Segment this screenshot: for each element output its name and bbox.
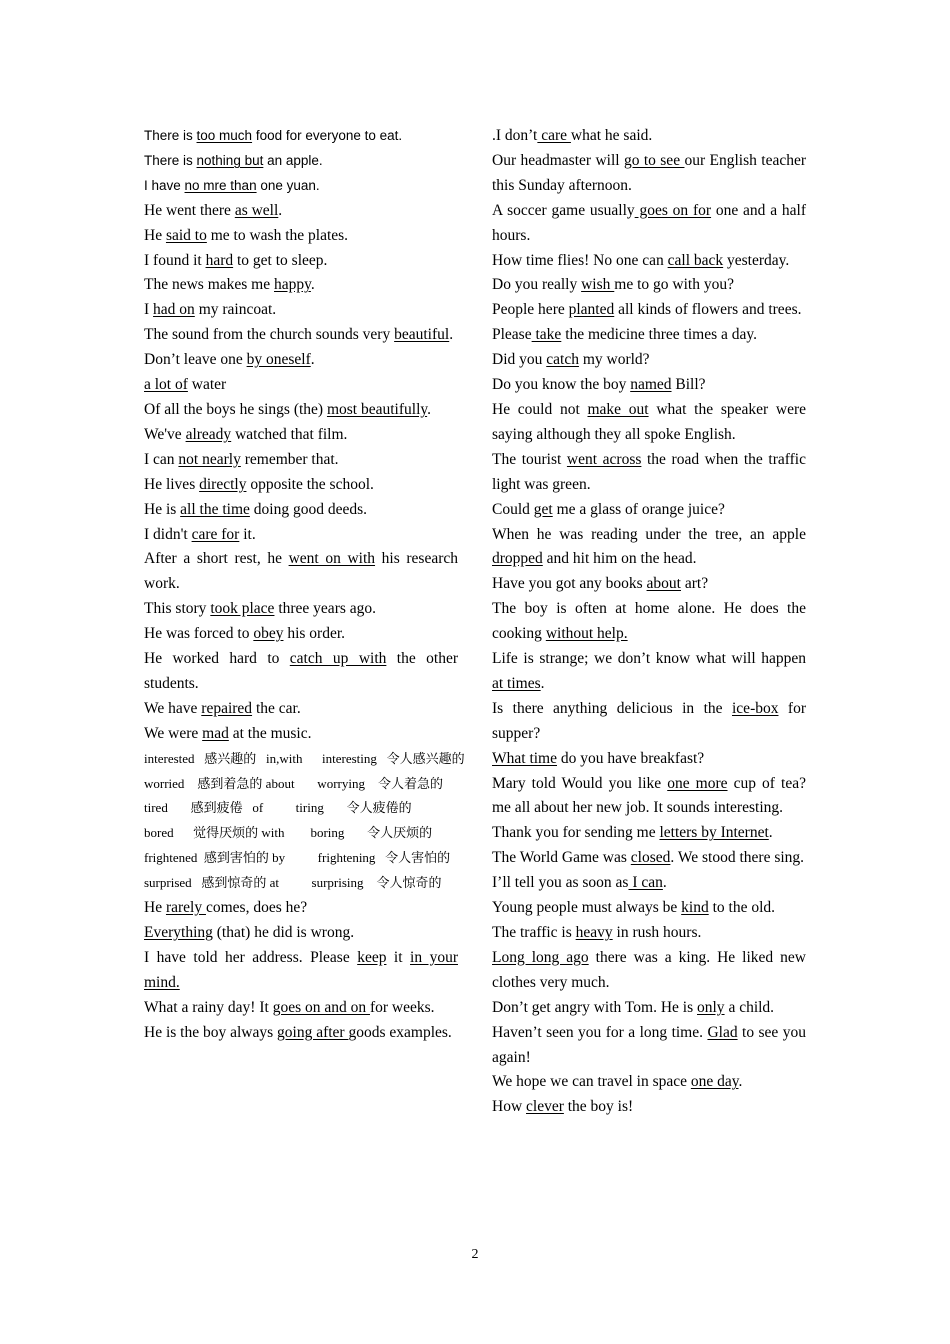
text-segment: Life is strange; we don’t know what will happen — [492, 650, 806, 668]
text-segment: to get to sleep. — [233, 251, 328, 269]
text-segment: People here — [492, 301, 569, 319]
sentence-line — [492, 946, 806, 996]
text-segment: He — [144, 226, 166, 244]
text-segment: bored 觉得厌烦的 with boring 令人厌烦的 — [144, 825, 433, 841]
underlined-phrase: catch — [546, 351, 579, 369]
text-segment: tired 感到疲倦 of tiring 令人疲倦的 — [144, 800, 412, 816]
text-segment: What a rainy day! It — [144, 998, 273, 1016]
text-segment: yesterday. — [723, 251, 790, 269]
text-segment: Please — [492, 326, 532, 344]
sentence-line — [144, 298, 458, 323]
text-segment: watched that film. — [231, 425, 348, 443]
sentence-line — [144, 348, 458, 373]
text-segment: his order. — [283, 625, 346, 643]
underlined-phrase: had on — [153, 301, 195, 319]
text-segment: our English teacher this Sunday afternoon. — [492, 151, 806, 194]
text-segment: and hit him on the head. — [542, 550, 697, 568]
sentence-line — [144, 323, 458, 348]
text-segment: He — [144, 899, 166, 917]
underlined-phrase: call back — [667, 251, 724, 269]
text-segment: . — [449, 326, 454, 344]
text-segment: cup of tea? me all about her new job. It sounds interesting. — [492, 774, 806, 817]
text-segment: my world? — [578, 351, 650, 369]
sentence-line — [492, 821, 806, 846]
underlined-phrase: care for — [191, 525, 240, 543]
sentence-line — [144, 149, 458, 174]
text-segment: the car. — [252, 699, 301, 717]
text-segment: Mary told Would you like — [492, 774, 668, 792]
underlined-phrase: wish — [581, 276, 615, 294]
underlined-phrase: a lot of — [144, 376, 188, 394]
underlined-phrase: dropped — [492, 550, 543, 568]
underlined-phrase: clever — [526, 1098, 564, 1116]
sentence-line — [144, 597, 458, 622]
sentence-line — [144, 896, 458, 921]
text-segment: There is — [144, 152, 197, 168]
text-segment: . — [768, 824, 773, 842]
text-segment: Thank you for sending me — [492, 824, 660, 842]
text-segment: to see you again! — [492, 1023, 806, 1066]
sentence-line — [492, 124, 806, 149]
text-segment: a child. — [724, 998, 775, 1016]
sentence-line — [492, 298, 806, 323]
sentence-line — [144, 647, 458, 697]
sentence-line — [144, 373, 458, 398]
sentence-line — [492, 398, 806, 448]
underlined-phrase: not nearly — [178, 450, 241, 468]
text-segment: When he was reading under the tree, an apple — [492, 525, 806, 543]
text-segment: . We stood there sing. — [670, 849, 805, 867]
text-segment: The news makes me — [144, 276, 274, 294]
underlined-phrase: without help. — [545, 625, 628, 643]
sentence-line — [144, 772, 458, 797]
text-segment: three years ago. — [274, 600, 377, 618]
text-segment: . — [662, 874, 667, 892]
sentence-line — [144, 498, 458, 523]
sentence-line — [144, 871, 458, 896]
text-segment: .I don’t — [492, 127, 538, 144]
text-segment: his research work. — [144, 550, 458, 593]
sentence-line — [144, 722, 458, 747]
sentence-line — [144, 921, 458, 946]
text-segment: one and a half hours. — [492, 201, 806, 244]
text-segment: This story — [144, 600, 211, 618]
sentence-line — [144, 174, 458, 199]
underlined-phrase: Everything — [144, 924, 213, 941]
sentence-line — [144, 249, 458, 274]
underlined-phrase: goes on for — [634, 201, 712, 219]
text-segment: remember that. — [240, 450, 339, 468]
text-segment: me to go with you? — [614, 276, 734, 294]
text-segment: After a short rest, he — [144, 550, 289, 568]
text-segment: A soccer game usually — [492, 201, 635, 219]
sentence-line — [144, 821, 458, 846]
text-segment: the road when the traffic light was green. — [492, 450, 806, 493]
text-segment: worried 感到着急的 about worrying 令人着急的 — [144, 775, 443, 791]
underlined-phrase: went on with — [288, 550, 376, 568]
text-segment: my raincoat. — [194, 301, 277, 319]
sentence-line — [144, 224, 458, 249]
sentence-line — [492, 572, 806, 597]
text-segment: the boy is! — [563, 1098, 634, 1116]
sentence-line — [144, 846, 458, 871]
text-segment: me to wash the plates. — [206, 226, 349, 244]
underlined-phrase: too much — [196, 128, 253, 143]
underlined-phrase: as well — [234, 201, 279, 219]
sentence-line — [492, 647, 806, 697]
sentence-line — [492, 249, 806, 274]
text-segment: . — [540, 674, 545, 692]
underlined-phrase: said to — [165, 226, 207, 244]
sentence-line — [144, 747, 465, 772]
sentence-line — [144, 398, 458, 423]
sentence-line — [144, 946, 458, 996]
sentence-line — [492, 149, 806, 199]
text-segment: The tourist — [492, 450, 567, 468]
text-segment: comes, does he? — [205, 899, 308, 917]
sentence-line — [492, 273, 806, 298]
text-segment: Do you really — [492, 276, 582, 294]
sentence-line — [144, 473, 458, 498]
underlined-phrase: all the time — [180, 500, 250, 518]
underlined-phrase: take — [531, 326, 562, 344]
text-segment: He was forced to — [144, 625, 254, 643]
sentence-line — [144, 273, 458, 298]
sentence-line — [492, 373, 806, 398]
text-segment: water — [187, 376, 227, 394]
text-segment: Could — [492, 500, 534, 518]
underlined-phrase: planted — [568, 301, 615, 319]
text-segment: Is there anything delicious in the — [492, 699, 732, 717]
underlined-phrase: most beautifully — [326, 400, 428, 418]
underlined-phrase: nothing but — [196, 152, 264, 168]
text-segment: art? — [680, 575, 709, 593]
underlined-phrase: by oneself — [246, 351, 311, 369]
underlined-phrase: one more — [667, 774, 728, 792]
text-segment: I didn't — [144, 525, 192, 543]
underlined-phrase: kind — [681, 899, 709, 917]
sentence-line — [144, 1021, 458, 1046]
underlined-phrase: ice-box — [732, 699, 779, 717]
sentence-line — [144, 996, 458, 1021]
text-segment: Did you — [492, 351, 547, 369]
sentence-line — [492, 871, 806, 896]
underlined-phrase: about — [646, 575, 681, 593]
sentence-line — [492, 896, 806, 921]
text-segment: Young people must always be — [492, 899, 682, 917]
text-segment: We hope we can travel in space — [492, 1073, 691, 1091]
text-segment: I have told her address. Please — [144, 948, 358, 966]
text-segment: Of all the boys he sings (the) — [144, 400, 327, 418]
text-segment: Don’t leave one — [144, 351, 247, 369]
underlined-phrase: directly — [199, 475, 247, 493]
text-segment: How time flies! No one can — [492, 251, 668, 269]
sentence-line — [492, 597, 806, 647]
text-segment: food for everyone to eat. — [252, 128, 403, 143]
text-segment: I’ll tell you as soon as — [492, 874, 629, 892]
text-segment: in rush hours. — [612, 924, 702, 941]
text-segment: . — [310, 276, 315, 294]
sentence-line — [144, 448, 458, 473]
underlined-phrase: goes on and on — [272, 998, 370, 1016]
underlined-phrase: hard — [205, 251, 234, 269]
text-segment: Don’t get angry with Tom. He is — [492, 998, 697, 1016]
right-column — [492, 124, 806, 1120]
text-segment: He could not — [492, 400, 588, 418]
underlined-phrase: go to see — [623, 151, 685, 169]
sentence-line — [492, 921, 806, 946]
underlined-phrase: make out — [587, 400, 649, 418]
sentence-line — [492, 523, 806, 573]
text-segment: Do you know the boy — [492, 376, 631, 394]
underlined-phrase: mad — [202, 724, 229, 742]
text-segment: all kinds of flowers and trees. — [614, 301, 802, 319]
text-segment: one yuan. — [256, 177, 320, 193]
underlined-phrase: already — [185, 425, 232, 443]
underlined-phrase: took place — [210, 600, 275, 618]
underlined-phrase: closed — [630, 849, 671, 867]
underlined-phrase: letters by Internet — [659, 824, 769, 842]
underlined-phrase: only — [697, 998, 725, 1016]
text-segment: at the music. — [228, 724, 312, 742]
underlined-phrase: care — [537, 127, 571, 144]
sentence-line — [492, 1021, 806, 1071]
text-segment: The boy is often at home alone. He does the cooking — [492, 600, 806, 643]
text-segment: I found it — [144, 251, 206, 269]
text-segment: We were — [144, 724, 203, 742]
text-segment: Have you got any books — [492, 575, 647, 593]
text-segment: Bill? — [671, 376, 706, 394]
text-segment: the other students. — [144, 650, 458, 692]
underlined-phrase: catch up with — [289, 650, 387, 668]
text-segment: I have — [144, 177, 185, 193]
text-segment: interested 感兴趣的 in,with interesting 令人感兴趣的 — [144, 750, 465, 766]
text-segment: . — [278, 201, 283, 219]
underlined-phrase: happy — [274, 276, 311, 294]
text-segment: goods examples. — [348, 1023, 452, 1041]
text-segment: surprised 感到惊奇的 at surprising 令人惊奇的 — [144, 875, 442, 891]
underlined-phrase: rarely — [165, 899, 206, 917]
sentence-line — [492, 1095, 806, 1120]
underlined-phrase: repaired — [201, 699, 253, 717]
underlined-phrase: going after — [277, 1023, 349, 1041]
underlined-phrase: one day — [690, 1073, 739, 1091]
sentence-line — [492, 323, 806, 348]
text-segment: We have — [144, 699, 202, 717]
text-segment: (that) he did is wrong. — [212, 924, 355, 941]
text-segment: We've — [144, 425, 186, 443]
sentence-line — [492, 448, 806, 498]
sentence-line — [144, 124, 458, 149]
text-segment: it — [386, 948, 411, 966]
text-segment: The World Game was — [492, 849, 631, 867]
underlined-phrase: Glad — [707, 1023, 738, 1041]
text-segment: . — [738, 1073, 743, 1091]
text-segment: to the old. — [708, 899, 776, 917]
underlined-phrase: heavy — [575, 924, 613, 941]
text-segment: He is the boy always — [144, 1023, 278, 1041]
sentence-line — [144, 423, 458, 448]
text-segment: opposite the school. — [246, 475, 374, 493]
underlined-phrase: I can — [628, 874, 663, 892]
underlined-phrase: keep — [357, 948, 387, 966]
text-segment: . — [310, 351, 315, 369]
sentence-line — [144, 523, 458, 548]
underlined-phrase: Long long ago — [492, 948, 589, 966]
page-number: 2 — [471, 1247, 479, 1262]
underlined-phrase: What time — [492, 749, 557, 767]
text-segment: He worked hard to — [144, 650, 290, 668]
sentence-line — [492, 498, 806, 523]
text-segment: what he said. — [570, 127, 653, 144]
text-segment: for weeks. — [369, 998, 435, 1016]
text-segment: what the speaker were saying although they all spoke English. — [492, 400, 806, 443]
text-segment: He is — [144, 500, 181, 518]
underlined-phrase: named — [630, 376, 672, 394]
sentence-line — [144, 697, 458, 722]
sentence-line — [144, 622, 458, 647]
text-segment: He lives — [144, 475, 200, 493]
text-segment: . — [427, 400, 431, 418]
text-segment: an apple. — [263, 152, 323, 168]
text-segment: I — [144, 301, 154, 319]
sentence-line — [144, 199, 458, 224]
sentence-line — [492, 996, 806, 1021]
text-segment: The sound from the church sounds very — [144, 326, 395, 344]
text-segment: the medicine three times a day. — [561, 326, 757, 344]
underlined-phrase: get — [533, 500, 553, 518]
sentence-line — [492, 348, 806, 373]
text-segment: there was a king. He liked new clothes very much. — [492, 948, 806, 991]
text-segment: There is — [144, 128, 197, 143]
text-segment: The traffic is — [492, 924, 576, 941]
sentence-line — [492, 199, 806, 249]
text-segment: for supper? — [492, 699, 806, 742]
text-segment: How — [492, 1098, 527, 1116]
text-segment: frightened 感到害怕的 by frightening 令人害怕的 — [144, 850, 451, 866]
sentence-line — [492, 772, 806, 822]
text-segment: I can — [144, 450, 179, 468]
underlined-phrase: in your mind. — [144, 948, 458, 991]
underlined-phrase: went across — [566, 450, 642, 468]
underlined-phrase: beautiful — [394, 326, 450, 344]
sentence-line — [144, 547, 458, 597]
underlined-phrase: at times — [492, 674, 541, 692]
text-segment: Haven’t seen you for a long time. — [492, 1023, 708, 1041]
sentence-line — [492, 1070, 806, 1095]
text-segment: me a glass of orange juice? — [552, 500, 725, 518]
text-segment: doing good deeds. — [249, 500, 368, 518]
sentence-line — [492, 747, 806, 772]
underlined-phrase: no mre than — [184, 177, 257, 193]
text-segment: Our headmaster will — [492, 151, 624, 169]
underlined-phrase: obey — [253, 625, 284, 643]
sentence-line — [492, 846, 806, 871]
text-segment: He went there — [144, 201, 235, 219]
sentence-line — [144, 796, 458, 821]
text-segment: it. — [239, 525, 256, 543]
sentence-line — [492, 697, 806, 747]
text-segment: do you have breakfast? — [557, 749, 705, 767]
left-column — [144, 124, 465, 1046]
